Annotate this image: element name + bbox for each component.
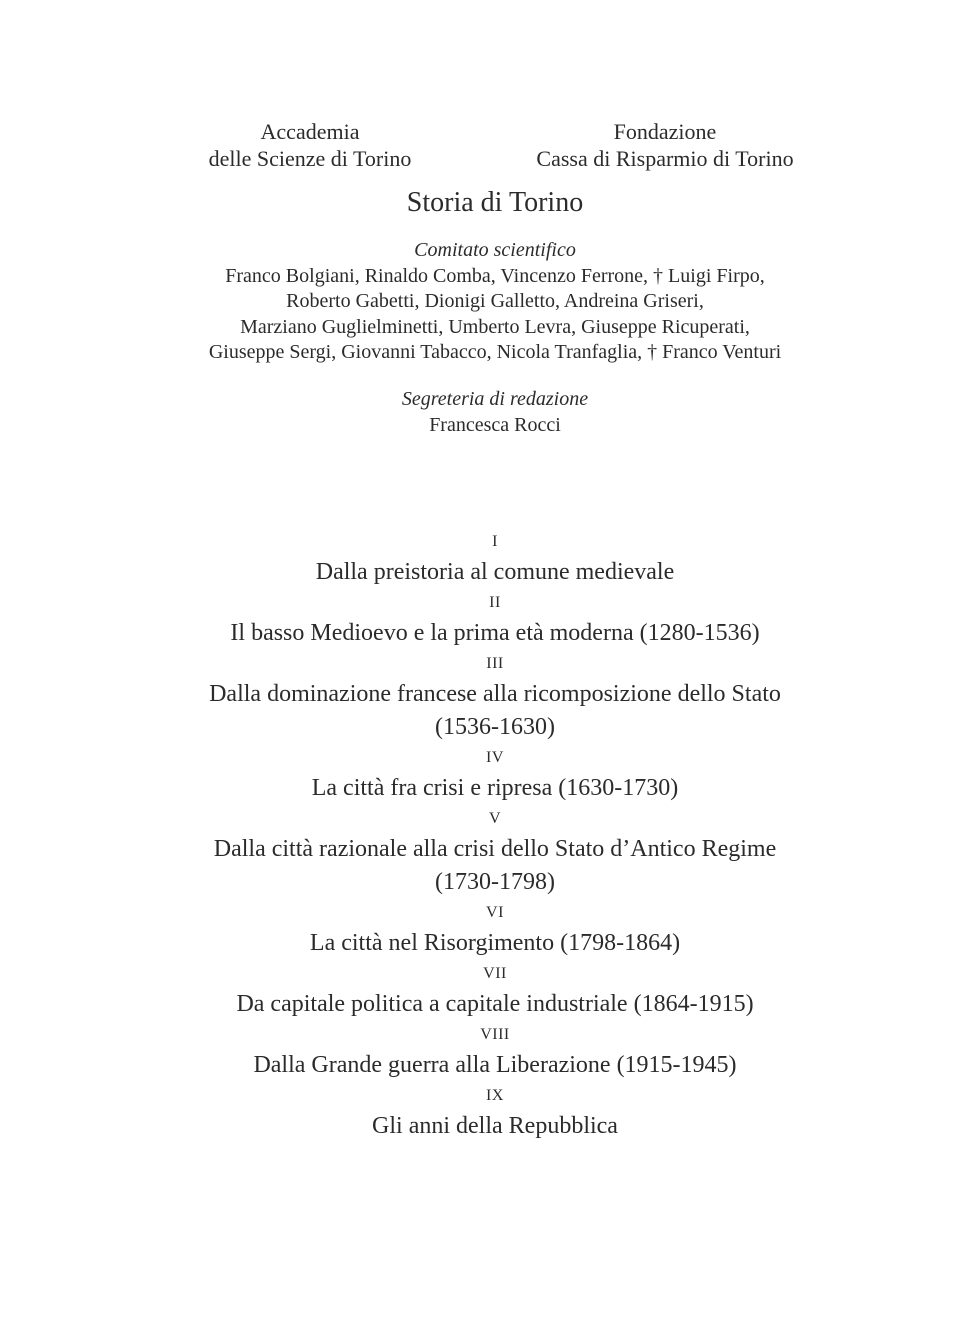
series-title: Storia di Torino bbox=[406, 187, 584, 218]
volume-title bbox=[0, 678, 963, 744]
volume-entry bbox=[0, 592, 963, 650]
volume-entry bbox=[0, 902, 963, 960]
scientific-committee bbox=[0, 238, 963, 366]
volume-title bbox=[0, 617, 963, 650]
volume-number: VIII bbox=[480, 1026, 510, 1043]
volume-title-line: La città nel Risorgimento (1798-1864) bbox=[309, 930, 681, 956]
academy-name-line2: delle Scienze di Torino bbox=[208, 146, 412, 171]
volume-entry bbox=[0, 808, 963, 899]
foundation-name bbox=[485, 118, 845, 172]
volume-title bbox=[0, 556, 963, 589]
volume-entry bbox=[0, 1024, 963, 1082]
volume-title-line: Dalla preistoria al comune medievale bbox=[315, 559, 675, 585]
volume-title-line: La città fra crisi e ripresa (1630-1730) bbox=[311, 775, 679, 801]
volume-entry bbox=[0, 963, 963, 1021]
volume-list bbox=[0, 528, 963, 1143]
foundation-name-line2: Cassa di Risparmio di Torino bbox=[536, 146, 794, 171]
committee-members-line: Franco Bolgiani, Rinaldo Comba, Vincenzo Ferrone, † Luigi Firpo, bbox=[225, 264, 765, 287]
committee-members-line: Marziano Guglielminetti, Umberto Levra, Giuseppe Ricuperati, bbox=[240, 315, 750, 338]
volume-title-line: (1536-1630) bbox=[435, 714, 555, 740]
volume-number: IX bbox=[486, 1087, 504, 1104]
foundation-name-line1: Fondazione bbox=[613, 119, 717, 144]
volume-title bbox=[0, 927, 963, 960]
volume-entry bbox=[0, 1085, 963, 1143]
committee-label: Comitato scientifico bbox=[414, 239, 576, 261]
volume-entry bbox=[0, 653, 963, 744]
volume-title-line: Dalla città razionale alla crisi dello Stato d’Antico Regime bbox=[213, 836, 777, 862]
institutions-header bbox=[150, 118, 850, 178]
volume-title-line: Gli anni della Repubblica bbox=[372, 1113, 618, 1139]
academy-name-line1: Accademia bbox=[260, 119, 360, 144]
volume-number: IV bbox=[486, 749, 504, 766]
volume-entry bbox=[0, 747, 963, 805]
editorial-secretariat bbox=[0, 386, 963, 438]
volume-title bbox=[0, 1049, 963, 1082]
secretariat-label: Segreteria di redazione bbox=[401, 388, 589, 410]
volume-title bbox=[0, 833, 963, 899]
academy-name bbox=[150, 118, 470, 172]
volume-number: II bbox=[489, 594, 501, 611]
committee-members-line: Roberto Gabetti, Dionigi Galletto, Andreina Griseri, bbox=[286, 290, 704, 312]
secretariat-name: Francesca Rocci bbox=[429, 414, 561, 436]
volume-title-line: Il basso Medioevo e la prima età moderna (1280-1536) bbox=[230, 620, 760, 646]
volume-number: VII bbox=[483, 965, 507, 982]
volume-number: III bbox=[486, 655, 504, 672]
volume-title-line: (1730-1798) bbox=[435, 869, 555, 895]
volume-number: VI bbox=[486, 904, 504, 921]
volume-title-line: Dalla dominazione francese alla ricomposizione dello Stato bbox=[209, 681, 781, 707]
volume-number: V bbox=[488, 810, 502, 827]
volume-entry bbox=[0, 531, 963, 589]
volume-title-line: Da capitale politica a capitale industriale (1864-1915) bbox=[236, 991, 754, 1017]
volume-title bbox=[0, 988, 963, 1021]
committee-members-line: Giuseppe Sergi, Giovanni Tabacco, Nicola Tranfaglia, † Franco Venturi bbox=[208, 341, 782, 363]
volume-number: I bbox=[492, 533, 498, 550]
volume-title-line: Dalla Grande guerra alla Liberazione (1915-1945) bbox=[253, 1052, 737, 1078]
volume-title bbox=[0, 772, 963, 805]
volume-title bbox=[0, 1110, 963, 1143]
